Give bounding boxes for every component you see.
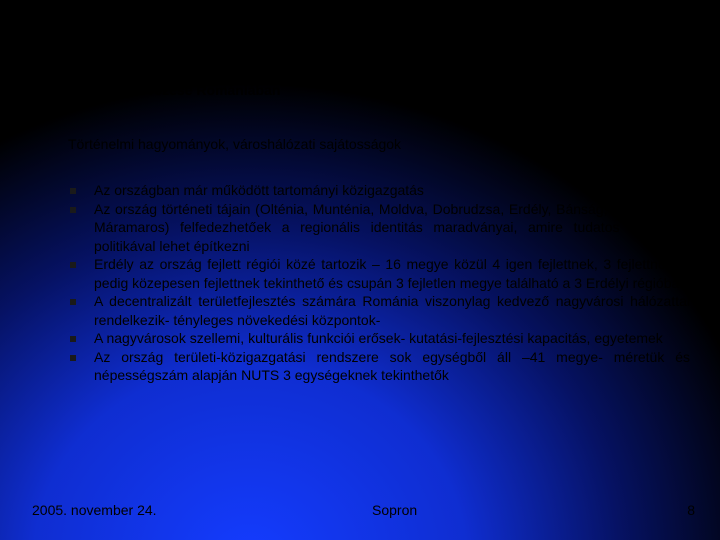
bullet-text: Az ország területi-közigazgatási rendszere sok egységből áll –41 megye- méretük és népességszám alapján NUTS 3 egységeknek tekinthetők bbox=[94, 348, 690, 383]
bullet-text: A nagyvárosok szellemi, kulturális funkciói erősek- kutatási-fejlesztési kapacitás, egyetemek bbox=[94, 330, 663, 346]
bullet-text: Erdély az ország fejlett régiói közé tartozik – 16 megye közül 4 igen fejlettnek, 3 fejlettnek, 6 pedig közepesen fejlettnek tekinthető és csupán 3 fejletlen megye található a 3 Erdélyi régióban bbox=[94, 256, 690, 291]
bullet-text: A decentralizált területfejlesztés számára Románia viszonylag kedvező nagyvárosi hálózattal rendelkezik- tényleges növekedési központok- bbox=[94, 293, 690, 328]
slide-subtitle: Történelmi hagyományok, városhálózati sajátosságok bbox=[68, 136, 402, 152]
square-bullet-icon bbox=[70, 207, 76, 213]
bullet-list bbox=[68, 181, 690, 385]
square-bullet-icon bbox=[70, 299, 76, 305]
bullet-text: Az országban már működött tartományi közigazgatás bbox=[94, 182, 424, 198]
bullet-item bbox=[68, 348, 690, 385]
square-bullet-icon bbox=[70, 355, 76, 361]
slide-title: Régiók szervezése Romániában bbox=[68, 82, 281, 98]
footer-place: Sopron bbox=[372, 502, 418, 518]
page-number: 8 bbox=[687, 502, 695, 518]
bullet-item bbox=[68, 181, 690, 200]
square-bullet-icon bbox=[70, 188, 76, 194]
footer-date: 2005. november 24. bbox=[32, 502, 157, 518]
bullet-text: Az ország történeti tájain (Olténia, Munténia, Moldva, Dobrudzsa, Erdély, Bánság, Kőrös-vidék, Máramaros) felfedezhetőek a regionális identitás maradványai, amire tudatos regionális politikával lehet építkezni bbox=[94, 200, 690, 254]
bullet-item bbox=[68, 329, 690, 348]
square-bullet-icon bbox=[70, 262, 76, 268]
bullet-item bbox=[68, 255, 690, 292]
bullet-item bbox=[68, 200, 690, 256]
square-bullet-icon bbox=[70, 336, 76, 342]
bullet-item bbox=[68, 292, 690, 329]
